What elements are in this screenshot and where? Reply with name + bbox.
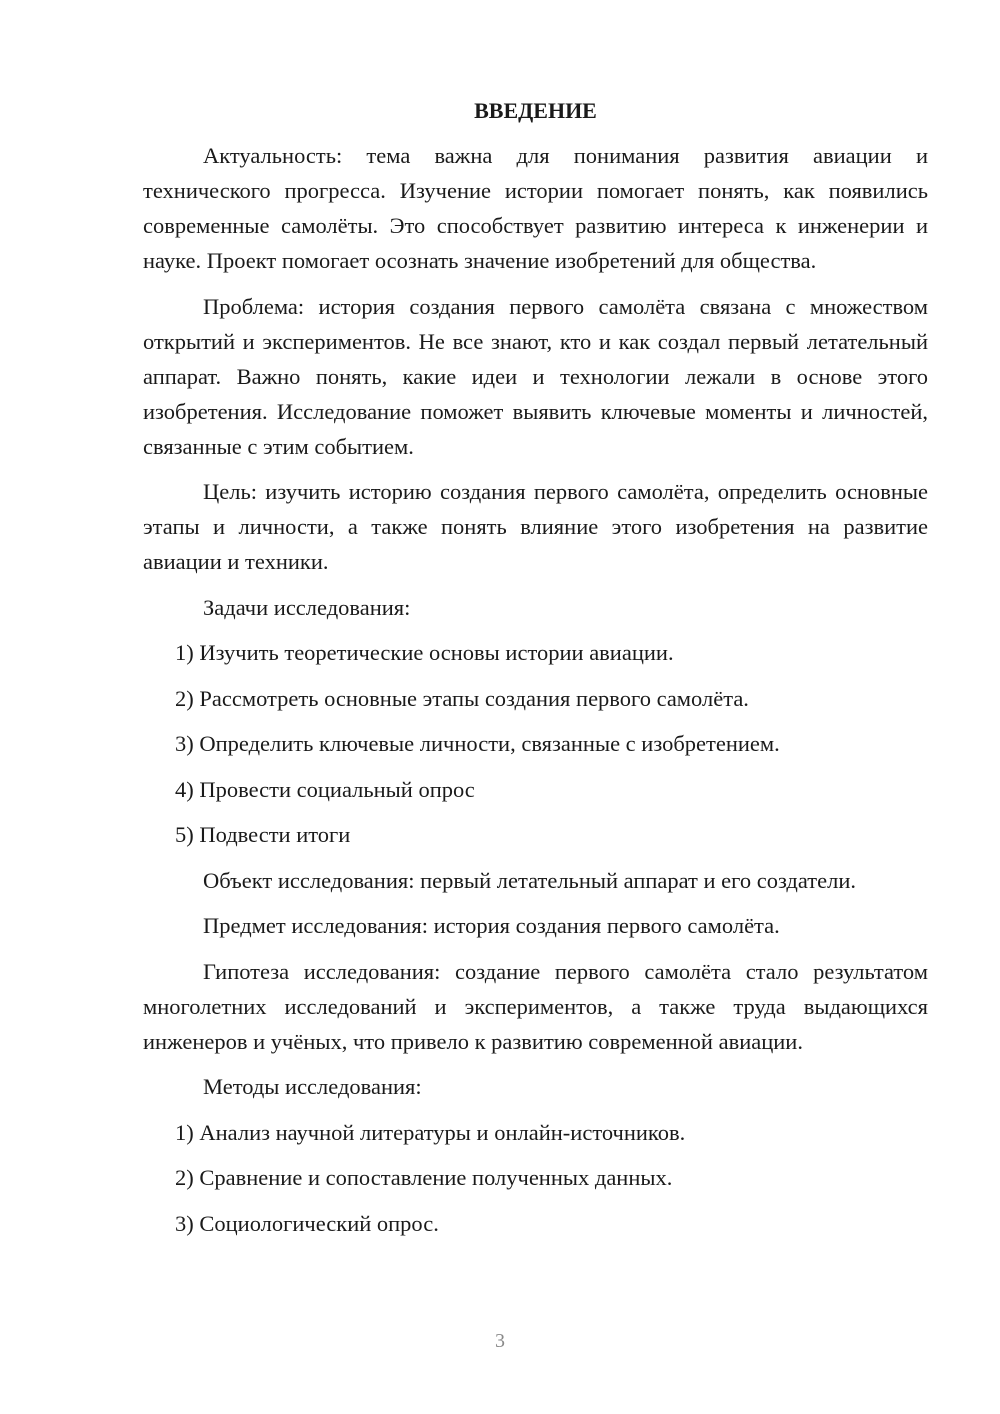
object-paragraph: Объект исследования: первый летательный аппарат и его создатели. [203, 867, 856, 893]
page-number: 3 [495, 1330, 505, 1352]
list-item: 2) Сравнение и сопоставление полученных данных. [175, 1165, 673, 1190]
list-item: 2) Рассмотреть основные этапы создания первого самолёта. [175, 685, 749, 711]
tasks-list [143, 635, 928, 852]
problem-paragraph: Проблема: история создания первого самолёта связана с множеством открытий и экспериментов. Не все знают, кто и как создал первый летательный аппарат. Важно понять, какие идеи и технологии лежали в основе этого изобретения. Исследование поможет выявить ключевые моменты и личностей, связанные с этим событием. [143, 293, 928, 459]
section-title: ВВЕДЕНИЕ [474, 98, 597, 123]
list-item: 5) Подвести итоги [175, 822, 351, 847]
list-item: 3) Определить ключевые личности, связанные с изобретением. [175, 731, 780, 756]
relevance-paragraph: Актуальность: тема важна для понимания развития авиации и технического прогресса. Изучение истории помогает понять, как появились современные самолёты. Это способствует развитию интереса к инженерии и науке. Проект помогает осознать значение изобретений для общества. [143, 143, 928, 273]
list-item: 1) Анализ научной литературы и онлайн-источников. [175, 1119, 686, 1145]
document-page [143, 92, 928, 1251]
tasks-heading: Задачи исследования: [203, 594, 411, 620]
subject-paragraph: Предмет исследования: история создания первого самолёта. [203, 913, 780, 938]
goal-paragraph: Цель: изучить историю создания первого самолёта, определить основные этапы и личности, а также понять влияние этого изобретения на развитие авиации и техники. [143, 479, 928, 574]
hypothesis-paragraph: Гипотеза исследования: создание первого самолёта стало результатом многолетних исследований и экспериментов, а также труда выдающихся инженеров и учёных, что привело к развитию современной авиации. [143, 958, 928, 1054]
list-item: 4) Провести социальный опрос [175, 776, 475, 802]
list-item: 3) Социологический опрос. [175, 1210, 439, 1236]
list-item: 1) Изучить теоретические основы истории авиации. [175, 640, 674, 665]
methods-list [143, 1115, 928, 1241]
methods-heading: Методы исследования: [203, 1074, 422, 1099]
